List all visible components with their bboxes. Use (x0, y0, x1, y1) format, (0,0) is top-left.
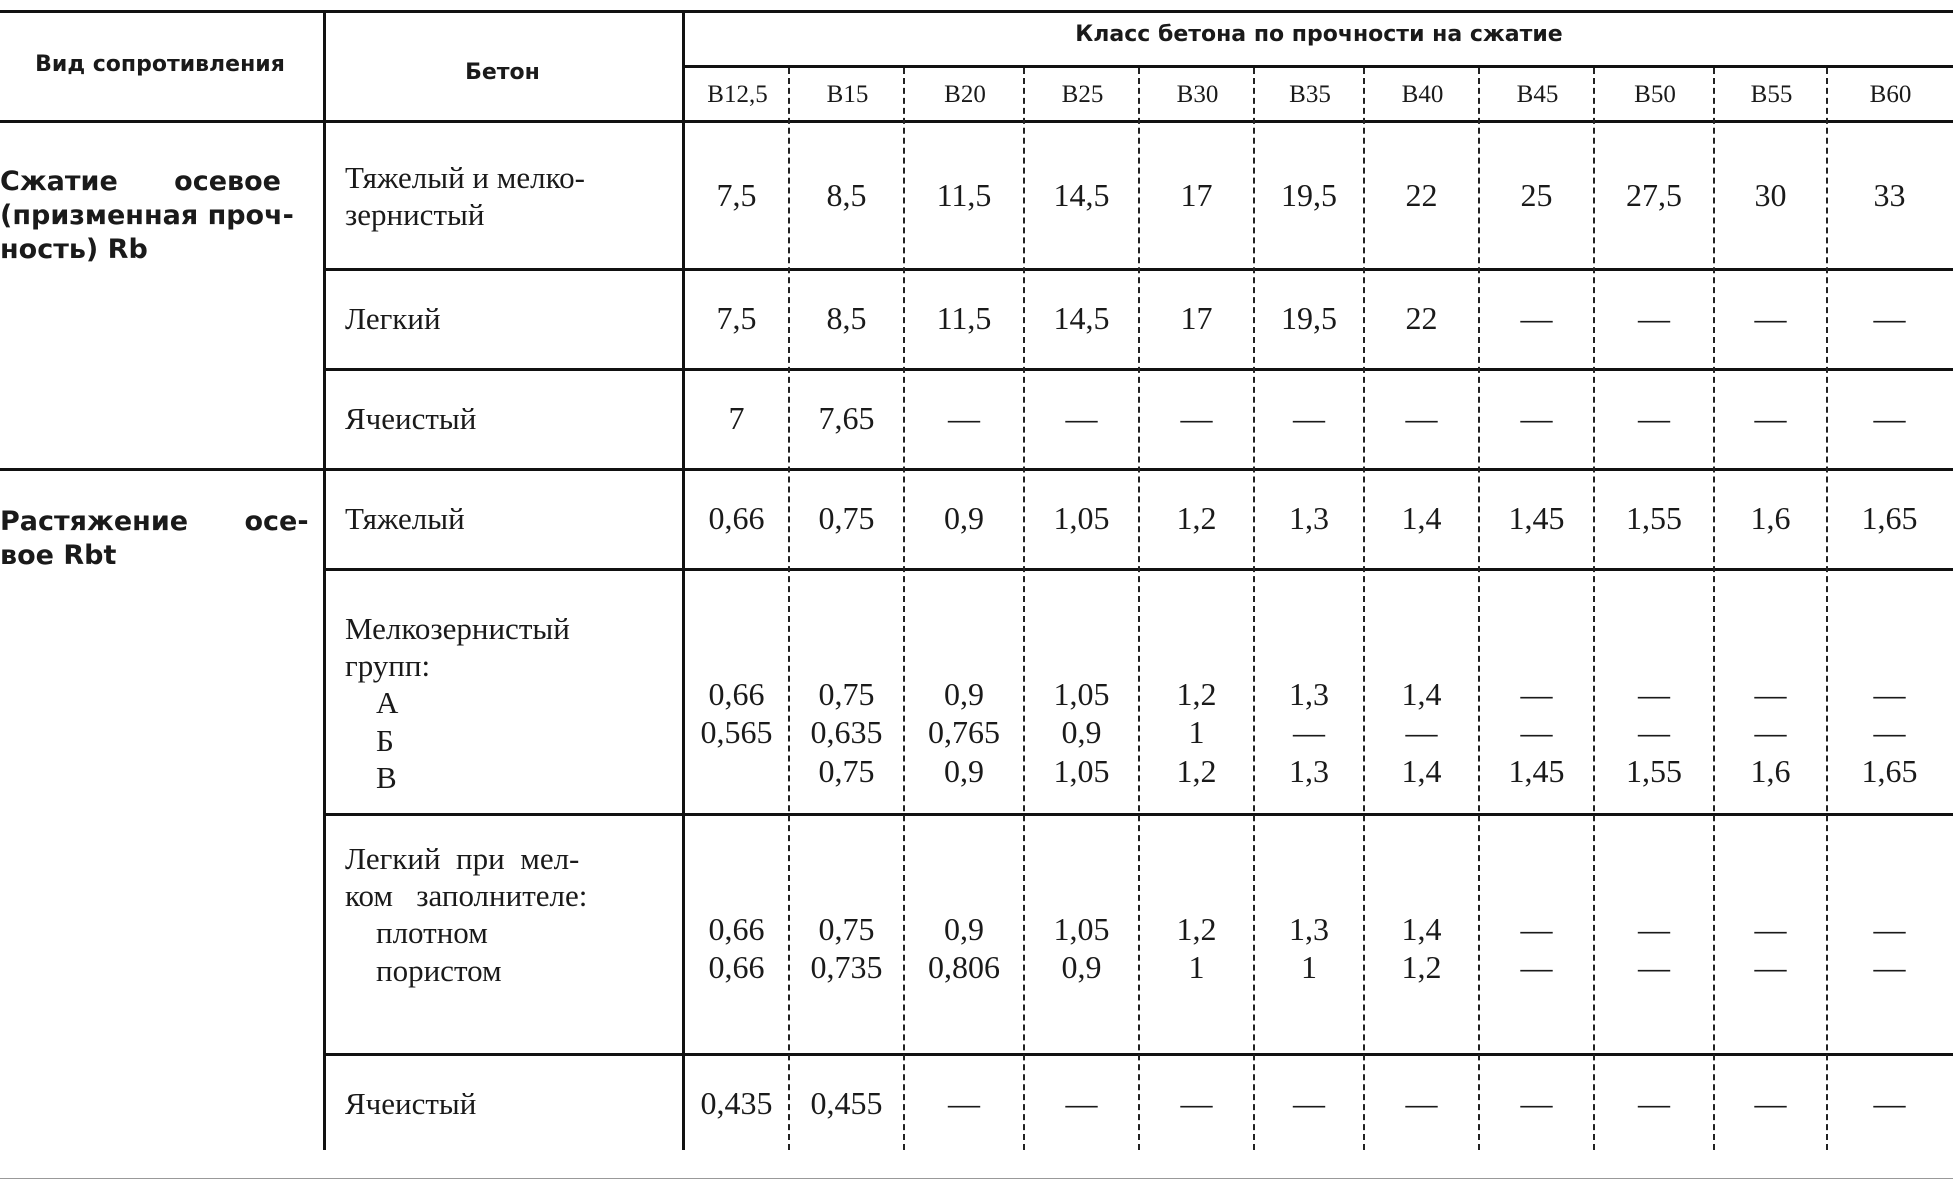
col-rule-class (1713, 68, 1715, 1150)
value-cell: — (1873, 399, 1906, 436)
value-cell: 0,9 0,765 0,9 (928, 676, 1000, 789)
value-cell: — — (1638, 911, 1670, 986)
concrete-label-1-0: Тяжелый (345, 500, 465, 536)
value-cell: 0,66 0,565 (700, 676, 773, 751)
top-rule (0, 10, 1953, 13)
value-cell: — (1520, 299, 1553, 336)
value-cell: — (1754, 1084, 1787, 1121)
col-rule-class (1363, 68, 1365, 1150)
value-cell: — (1065, 399, 1098, 436)
value-cell: — — (1754, 911, 1787, 986)
col-rule-class (1138, 68, 1140, 1150)
value-cell: — (1520, 399, 1553, 436)
col-rule-class (1023, 68, 1025, 1150)
concrete-label-1-1: Мелкозернистый групп: А Б В (345, 611, 570, 795)
value-cell: — (1293, 399, 1325, 436)
value-cell: 17 (1180, 299, 1213, 336)
concrete-label-0-0: Тяжелый и мелко- зернистый (345, 160, 585, 233)
value-cell: 7 (728, 399, 745, 436)
class-header-b25: B25 (1061, 81, 1104, 108)
value-cell: 1,3 1 (1289, 911, 1329, 986)
col-rule-class (788, 68, 790, 1150)
value-cell: 7,5 (716, 177, 757, 213)
value-cell: — (1873, 1084, 1906, 1121)
header-bottom-rule (0, 120, 1953, 123)
class-header-b50: B50 (1634, 81, 1676, 108)
value-cell: 1,05 0,9 1,05 (1053, 676, 1110, 789)
value-cell: 1,55 (1626, 499, 1682, 536)
col-rule-class (1826, 68, 1828, 1150)
value-cell: — (1754, 399, 1787, 436)
value-cell: 7,65 (818, 399, 875, 436)
section-label-tension: Растяжение осе- вое Rbt (0, 506, 309, 571)
class-header-b30: B30 (1176, 81, 1219, 108)
value-cell: — (1180, 399, 1213, 436)
value-cell: 7,5 (716, 299, 757, 336)
class-header-b55: B55 (1750, 81, 1793, 108)
value-cell: — (1638, 1084, 1670, 1121)
value-cell: — — 1,6 (1750, 676, 1791, 789)
value-cell: — (1180, 1084, 1213, 1121)
concrete-label-1-3: Ячеистый (345, 1085, 477, 1121)
value-cell: — (1405, 399, 1438, 436)
value-cell: 17 (1180, 177, 1213, 213)
col-rule-resistance (323, 10, 326, 1150)
value-cell: 0,75 0,735 (810, 911, 883, 986)
value-cell: 0,9 (944, 499, 984, 536)
value-cell: 33 (1873, 177, 1906, 213)
class-header-b35: B35 (1289, 81, 1331, 108)
class-header-b45: B45 (1516, 81, 1559, 108)
value-cell: 11,5 (936, 299, 992, 336)
value-cell: 11,5 (936, 177, 992, 213)
value-cell: 1,2 1 (1176, 911, 1217, 986)
value-cell: — (1405, 1084, 1438, 1121)
value-cell: 8,5 (826, 299, 867, 336)
class-header-b15: B15 (826, 81, 869, 108)
header-class-group: Класс бетона по прочности на сжатие (1075, 22, 1563, 47)
value-cell: 19,5 (1281, 177, 1337, 213)
value-cell: — (1293, 1084, 1325, 1121)
value-cell: 1,05 (1053, 499, 1110, 536)
value-cell: 1,3 — 1,3 (1289, 676, 1329, 789)
col-rule-concrete (682, 10, 685, 1150)
value-cell: — (1520, 1084, 1553, 1121)
value-cell: — (1638, 399, 1670, 436)
value-cell: — (1873, 299, 1906, 336)
value-cell: — — 1,55 (1626, 676, 1682, 789)
value-cell: 0,75 (818, 499, 875, 536)
section-label-compression: Сжатие осевое (призменная проч- ность) Rb (0, 166, 294, 265)
value-cell: 1,65 (1861, 499, 1918, 536)
value-cell: 1,4 (1401, 499, 1442, 536)
value-cell: 1,45 (1508, 499, 1565, 536)
value-cell: 0,66 0,66 (708, 911, 765, 986)
value-cell: — (1754, 299, 1787, 336)
value-cell: 14,5 (1053, 177, 1110, 213)
value-cell: 22 (1405, 299, 1438, 336)
value-cell: 25 (1520, 177, 1553, 213)
value-cell: 19,5 (1281, 299, 1337, 336)
class-header-b60: B60 (1869, 81, 1912, 108)
value-cell: 1,2 (1176, 499, 1217, 536)
col-rule-class (1593, 68, 1595, 1150)
value-cell: — — (1520, 911, 1553, 986)
header-concrete: Бетон (465, 60, 540, 85)
value-cell: 14,5 (1053, 299, 1110, 336)
value-cell: 0,66 (708, 499, 765, 536)
concrete-label-0-2: Ячеистый (345, 400, 477, 436)
value-cell: 0,435 (700, 1084, 773, 1121)
value-cell: — (948, 1084, 980, 1121)
value-cell: 27,5 (1626, 177, 1682, 213)
value-cell: 1,4 1,2 (1401, 911, 1442, 986)
value-cell: 1,4 — 1,4 (1401, 676, 1442, 789)
class-header-b12-5: B12,5 (707, 81, 768, 108)
col-rule-class (1478, 68, 1480, 1150)
value-cell: — — 1,65 (1861, 676, 1918, 789)
value-cell: — (1065, 1084, 1098, 1121)
value-cell: 30 (1754, 177, 1787, 213)
value-cell: 8,5 (826, 177, 867, 213)
value-cell: 1,2 1 1,2 (1176, 676, 1217, 789)
value-cell: — (1638, 299, 1670, 336)
section-divider-rule (0, 468, 1953, 471)
value-cell: 0,455 (810, 1084, 883, 1121)
bottom-faint-rule (0, 1178, 1953, 1179)
header-resistance-type: Вид сопротивления (35, 52, 285, 77)
value-cell: 22 (1405, 177, 1438, 213)
class-group-rule (685, 65, 1953, 68)
class-header-b20: B20 (944, 81, 986, 108)
value-cell: 0,9 0,806 (928, 911, 1000, 986)
col-rule-class (1253, 68, 1255, 1150)
value-cell: 1,05 0,9 (1053, 911, 1110, 986)
value-cell: — — (1873, 911, 1906, 986)
value-cell: — (948, 399, 980, 436)
class-header-b40: B40 (1401, 81, 1444, 108)
value-cell: 0,75 0,635 0,75 (810, 676, 883, 789)
concrete-label-0-1: Легкий (345, 300, 441, 336)
value-cell: 1,6 (1750, 499, 1791, 536)
concrete-label-1-2: Легкий при мел- ком заполнителе: плотном пористом (345, 841, 588, 988)
value-cell: — — 1,45 (1508, 676, 1565, 789)
value-cell: 1,3 (1289, 499, 1329, 536)
col-rule-class (903, 68, 905, 1150)
